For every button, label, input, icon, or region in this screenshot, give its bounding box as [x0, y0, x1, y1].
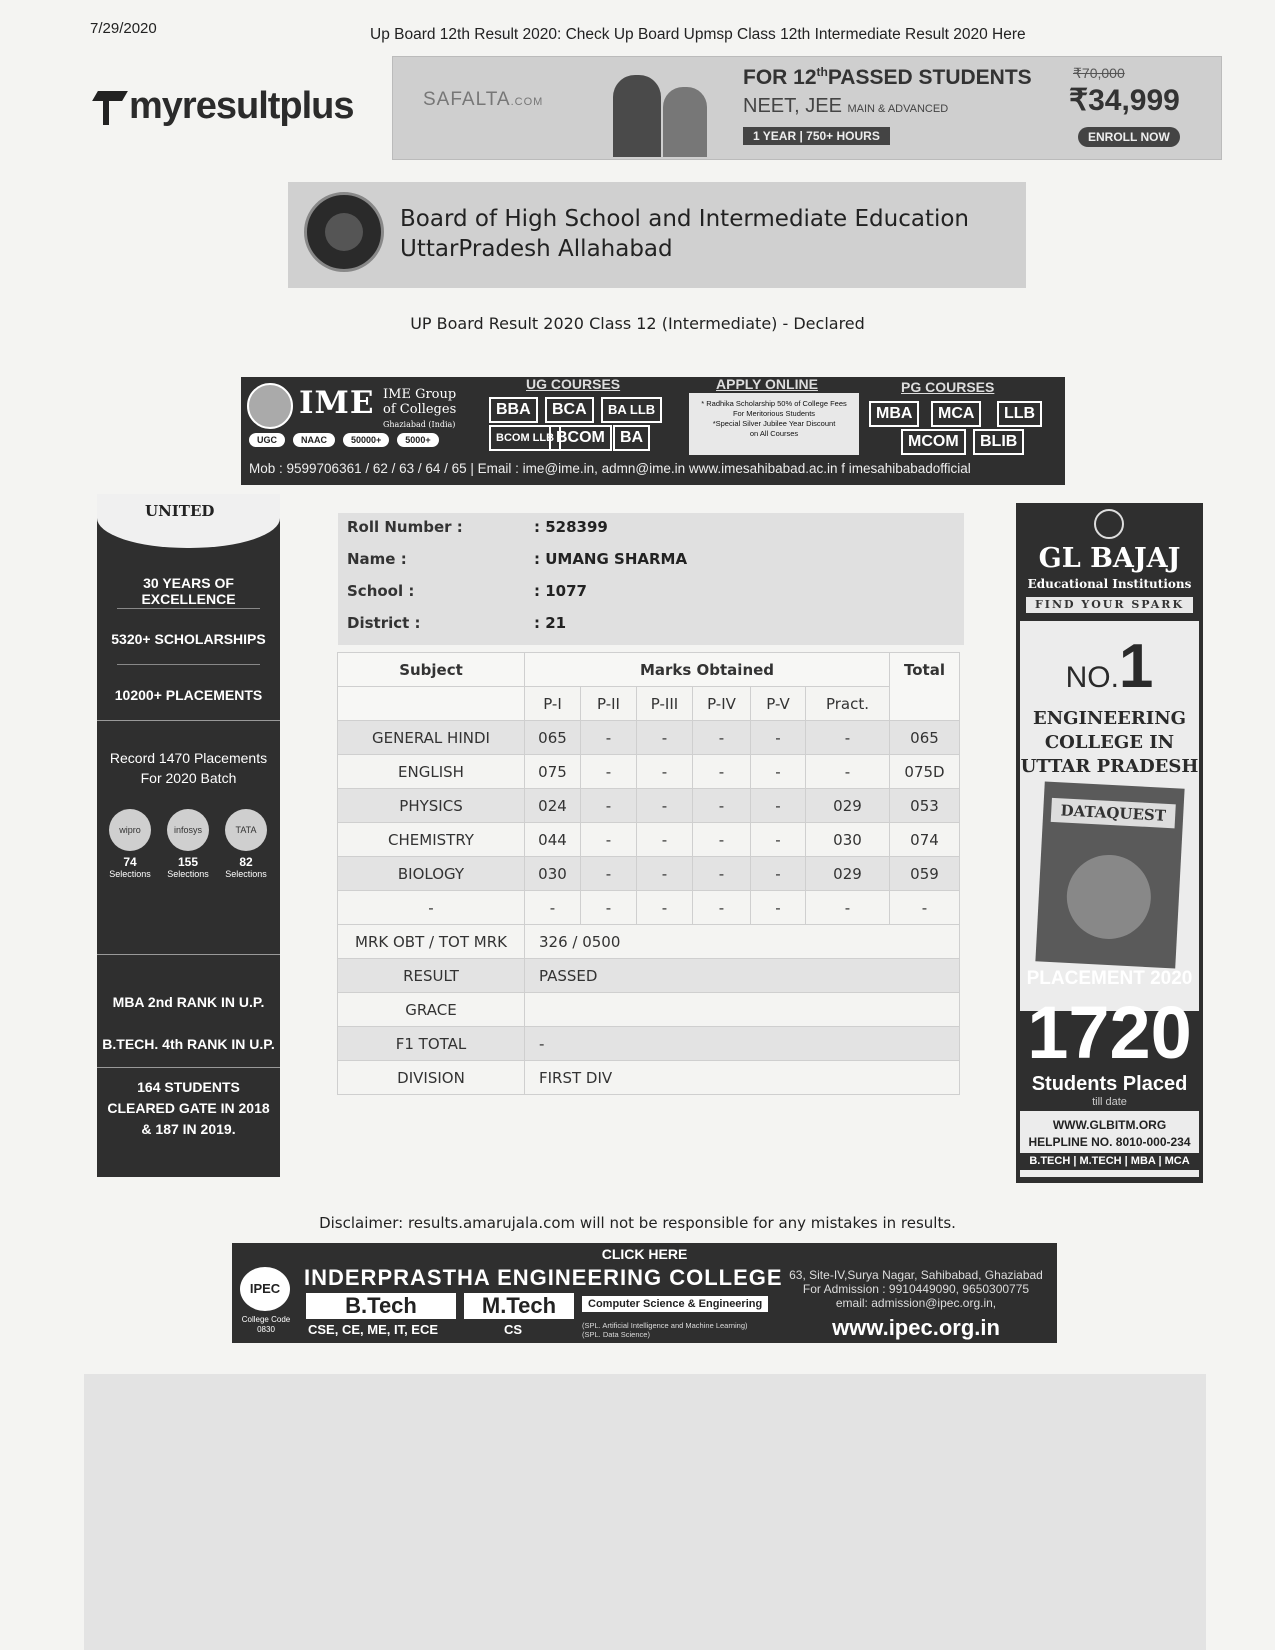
summary-row	[338, 959, 960, 993]
mark-cell: -	[751, 721, 806, 755]
mark-cell: -	[581, 721, 637, 755]
safalta-subline	[743, 95, 948, 118]
safalta-headline-post: PASSED STUDENTS	[827, 66, 1032, 89]
roll-number-label: Roll Number :	[347, 518, 463, 536]
mark-cell: 030	[525, 857, 581, 891]
selection-label: Selections	[225, 869, 267, 879]
wipro-logo: wipro	[109, 809, 151, 851]
ime-badge: 5000+	[397, 433, 438, 447]
safalta-headline-pre: FOR 12	[743, 66, 817, 89]
address-line: email: admission@ipec.org.in,	[835, 1296, 997, 1310]
table-row	[338, 891, 960, 925]
glbajaj-no1	[1020, 631, 1199, 702]
school-value: : 1077	[534, 582, 587, 600]
united-record: Record 1470 Placements	[109, 750, 268, 766]
placement-title: PLACEMENT 2020	[1026, 968, 1193, 989]
mark-cell: -	[693, 755, 751, 789]
mtech-branch: CS	[504, 1322, 523, 1337]
glbajaj-ranking	[1020, 707, 1199, 779]
summary-label: GRACE	[338, 993, 525, 1027]
glbajaj-sub: Educational Institutions	[1027, 577, 1192, 591]
ime-contact: Mob : 9599706361 / 62 / 63 / 64 / 65 | Email : ime@ime.in, admn@ime.in www.imesahibabad.ac.in f imesahibabadofficial	[249, 461, 971, 476]
ad-people-image	[603, 65, 723, 157]
apply-online-box[interactable]	[689, 393, 859, 455]
united-rank: MBA 2nd RANK IN U.P.	[112, 994, 265, 1010]
ime-group	[383, 387, 456, 432]
summary-label: RESULT	[338, 959, 525, 993]
table-row	[338, 823, 960, 857]
name-label: Name :	[347, 550, 407, 568]
ime-badges	[249, 433, 439, 447]
safalta-old-price: ₹70,000	[1073, 65, 1125, 81]
print-date: 7/29/2020	[90, 20, 157, 37]
united-gate: CLEARED GATE IN 2018	[107, 1100, 270, 1116]
paper-header: P-V	[751, 687, 806, 721]
ug-course: BA	[613, 425, 650, 451]
selection-number: 74	[123, 855, 137, 869]
glbajaj-ranking-panel	[1020, 621, 1199, 1011]
ime-group-line: IME Group	[383, 387, 457, 402]
summary-row	[338, 1061, 960, 1095]
mark-cell: -	[581, 823, 637, 857]
glbajaj-no-value: 1	[1118, 632, 1154, 701]
pg-course: MCA	[931, 401, 981, 427]
apply-line: For Meritorious Students	[732, 409, 816, 418]
mark-cell: 029	[806, 789, 890, 823]
united-highlight: 10200+ PLACEMENTS	[114, 687, 263, 703]
mark-cell: -	[751, 891, 806, 925]
ipec-ad-banner[interactable]	[232, 1243, 1057, 1343]
united-record: For 2020 Batch	[140, 770, 237, 786]
ug-courses-title: UG COURSES	[526, 376, 621, 392]
till-date: till date	[1092, 1096, 1127, 1108]
summary-value: -	[525, 1027, 960, 1061]
mark-cell: 075	[525, 755, 581, 789]
mark-cell: -	[693, 823, 751, 857]
safalta-price: ₹34,999	[1069, 84, 1180, 117]
enroll-now-button[interactable]: ENROLL NOW	[1078, 127, 1180, 147]
summary-value	[525, 993, 960, 1027]
ime-group-line: of Colleges	[383, 402, 457, 417]
ime-name: IME	[299, 385, 375, 421]
subject-cell: GENERAL HINDI	[338, 721, 525, 755]
summary-row	[338, 1027, 960, 1061]
united-ad-sidebar[interactable]	[97, 494, 280, 1177]
placement-count: 1720	[1027, 991, 1192, 1074]
pg-course: BLIB	[973, 429, 1024, 455]
glbajaj-name: GL BAJAJ	[1038, 543, 1181, 574]
mark-cell: -	[581, 755, 637, 789]
infosys-logo: infosys	[167, 809, 209, 851]
mark-cell: -	[806, 755, 890, 789]
total-header: Total	[890, 653, 960, 721]
college-code-label: College Code	[241, 1315, 291, 1324]
board-seal-icon	[304, 192, 384, 272]
mark-cell: -	[751, 857, 806, 891]
united-logo: UNITED	[145, 502, 215, 520]
united-gate: & 187 IN 2019.	[141, 1121, 236, 1137]
table-row	[338, 721, 960, 755]
safalta-brand-name: SAFALTA	[423, 89, 511, 110]
apply-online-title: APPLY ONLINE	[716, 376, 818, 392]
tata-logo: TATA	[225, 809, 267, 851]
ime-badge: UGC	[249, 433, 285, 447]
mark-cell: -	[751, 755, 806, 789]
mark-cell: 065	[525, 721, 581, 755]
address-line: 63, Site-IV,Surya Nagar, Sahibabad, Ghaziabad	[789, 1268, 1043, 1282]
mark-cell: -	[751, 789, 806, 823]
college-code	[236, 1315, 296, 1335]
students-placed: Students Placed	[1031, 1073, 1188, 1095]
school-label: School :	[347, 582, 415, 600]
ranking-line: ENGINEERING	[1032, 708, 1187, 729]
glbajaj-courses: B.TECH | M.TECH | MBA | MCA	[1020, 1153, 1199, 1170]
magazine-title: DATAQUEST	[1051, 798, 1176, 828]
summary-row	[338, 925, 960, 959]
disclaimer: Disclaimer: results.amarujala.com will not be responsible for any mistakes in results.	[319, 1214, 956, 1232]
selection-count	[221, 857, 271, 880]
glbajaj-website[interactable]: WWW.GLBITM.ORG	[1052, 1118, 1167, 1132]
paper-header: P-I	[525, 687, 581, 721]
specialization: (SPL. Data Science)	[582, 1330, 650, 1339]
total-cell: 075D	[890, 755, 960, 789]
ipec-logo: IPEC	[240, 1267, 290, 1311]
btech-branches: CSE, CE, ME, IT, ECE	[308, 1322, 439, 1337]
mark-cell: -	[637, 891, 693, 925]
selection-label: Selections	[109, 869, 151, 879]
btech-label: B.Tech	[306, 1293, 456, 1319]
selection-number: 155	[177, 855, 199, 869]
summary-label: DIVISION	[338, 1061, 525, 1095]
ranking-line: COLLEGE IN	[1044, 732, 1175, 753]
apply-line: * Radhika Scholarship 50% of College Fees	[701, 399, 847, 408]
ranking-line: UTTAR PRADESH	[1020, 756, 1199, 777]
dataquest-magazine-image	[1035, 781, 1184, 968]
summary-value: FIRST DIV	[525, 1061, 960, 1095]
mark-cell: -	[637, 823, 693, 857]
pg-course: LLB	[997, 401, 1042, 427]
mark-cell: -	[693, 891, 751, 925]
total-cell: 053	[890, 789, 960, 823]
ug-course: BA LLB	[601, 397, 662, 423]
united-highlight: 30 YEARS OF EXCELLENCE	[141, 575, 236, 607]
safalta-headline	[743, 65, 1032, 90]
subject-header: Subject	[338, 653, 525, 687]
mark-cell: -	[637, 857, 693, 891]
mark-cell: 029	[806, 857, 890, 891]
total-cell: 059	[890, 857, 960, 891]
ug-course: BCA	[545, 397, 594, 423]
table-row	[338, 789, 960, 823]
safalta-brand	[423, 89, 543, 111]
empty-ad-slot	[84, 1374, 1206, 1650]
mark-cell: -	[525, 891, 581, 925]
roll-number-value: : 528399	[534, 518, 608, 536]
pg-course: MCOM	[901, 429, 966, 455]
address-line: For Admission : 9910449090, 9650300775	[802, 1282, 1030, 1296]
safalta-subline-small: MAIN & ADVANCED	[847, 103, 949, 115]
site-logo-text: myresultplus	[129, 84, 354, 127]
specialization: (SPL. Artificial Intelligence and Machine Learning)	[582, 1321, 748, 1330]
summary-label: MRK OBT / TOT MRK	[338, 925, 525, 959]
glbajaj-footer	[1020, 1111, 1199, 1177]
mark-cell: -	[581, 789, 637, 823]
site-logo[interactable]	[95, 76, 354, 136]
subject-cell: PHYSICS	[338, 789, 525, 823]
mark-cell: 024	[525, 789, 581, 823]
ime-emblem-icon	[247, 383, 293, 429]
college-code-value: 0830	[257, 1325, 275, 1334]
glbajaj-no-label: NO.	[1065, 661, 1119, 694]
practical-header: Pract.	[806, 687, 890, 721]
specializations	[582, 1321, 748, 1339]
subject-cell: BIOLOGY	[338, 857, 525, 891]
subject-cell: ENGLISH	[338, 755, 525, 789]
summary-label: F1 TOTAL	[338, 1027, 525, 1061]
safalta-headline-sup: th	[816, 65, 828, 79]
marks-table	[337, 652, 960, 1095]
ime-ad-banner[interactable]	[241, 377, 1065, 485]
ug-course: BCOM	[549, 425, 612, 451]
table-row	[338, 857, 960, 891]
mark-cell: -	[693, 721, 751, 755]
ime-badge: 50000+	[343, 433, 389, 447]
mark-cell: 044	[525, 823, 581, 857]
mtech-label: M.Tech	[464, 1293, 574, 1319]
mark-cell: -	[637, 755, 693, 789]
student-info-panel	[338, 513, 964, 645]
name-value: : UMANG SHARMA	[534, 550, 688, 568]
pg-course: MBA	[869, 401, 919, 427]
apply-line: *Special Silver Jubilee Year Discount	[712, 419, 836, 428]
print-page-title: Up Board 12th Result 2020: Check Up Board Upmsp Class 12th Intermediate Result 2020 Here	[370, 26, 1026, 43]
apply-line: on All Courses	[749, 429, 799, 438]
ime-badge: NAAC	[293, 433, 335, 447]
subject-cell: CHEMISTRY	[338, 823, 525, 857]
ipec-website-link[interactable]: www.ipec.org.in	[832, 1315, 1000, 1340]
table-row	[338, 755, 960, 789]
total-cell: 074	[890, 823, 960, 857]
selection-count	[105, 857, 155, 880]
ime-group-line: Ghaziabad (India)	[383, 420, 456, 429]
graduation-cap-icon	[95, 87, 125, 125]
board-header	[288, 182, 1026, 288]
glbajaj-emblem-icon	[1094, 509, 1124, 539]
united-gate: 164 STUDENTS	[137, 1079, 240, 1095]
district-label: District :	[347, 614, 421, 632]
click-here-link[interactable]: CLICK HERE	[601, 1246, 688, 1262]
mark-cell: -	[693, 857, 751, 891]
selection-count	[163, 857, 213, 880]
glbajaj-helpline: HELPLINE NO. 8010-000-234	[1028, 1135, 1191, 1149]
marks-obtained-header: Marks Obtained	[525, 653, 890, 687]
ipec-title: INDERPRASTHA ENGINEERING COLLEGE	[304, 1265, 783, 1290]
safalta-ad-banner[interactable]	[392, 56, 1222, 160]
board-location: UttarPradesh Allahabad	[400, 236, 673, 262]
summary-value: 326 / 0500	[525, 925, 960, 959]
paper-header: P-II	[581, 687, 637, 721]
united-rank: B.TECH. 4th RANK IN U.P.	[102, 1036, 275, 1052]
mark-cell: -	[751, 823, 806, 857]
result-heading: UP Board Result 2020 Class 12 (Intermediate) - Declared	[410, 314, 865, 333]
paper-header: P-III	[637, 687, 693, 721]
selection-label: Selections	[167, 869, 209, 879]
mark-cell: -	[806, 891, 890, 925]
district-value: : 21	[534, 614, 567, 632]
mark-cell: -	[693, 789, 751, 823]
mark-cell: -	[581, 891, 637, 925]
board-name: Board of High School and Intermediate Education	[400, 206, 970, 232]
pg-courses-title: PG COURSES	[901, 379, 995, 395]
glbajaj-tagline: FIND YOUR SPARK	[1026, 597, 1193, 613]
glbajaj-ad-sidebar[interactable]	[1016, 503, 1203, 1183]
ug-course: BBA	[489, 397, 538, 423]
ug-course: BCOM LLB	[489, 425, 561, 451]
united-highlight: 5320+ SCHOLARSHIPS	[111, 631, 266, 647]
mark-cell: -	[637, 789, 693, 823]
mark-cell: -	[637, 721, 693, 755]
mark-cell: -	[806, 721, 890, 755]
cse-label: Computer Science & Engineering	[582, 1296, 768, 1312]
subject-cell: -	[338, 891, 525, 925]
total-cell: -	[890, 891, 960, 925]
safalta-subline-text: NEET, JEE	[743, 95, 842, 117]
paper-header: P-IV	[693, 687, 751, 721]
total-cell: 065	[890, 721, 960, 755]
mark-cell: 030	[806, 823, 890, 857]
safalta-duration-tag: 1 YEAR | 750+ HOURS	[743, 127, 890, 145]
safalta-brand-suffix: .COM	[510, 96, 544, 108]
selection-number: 82	[239, 855, 253, 869]
mark-cell: -	[581, 857, 637, 891]
summary-row	[338, 993, 960, 1027]
ipec-address	[780, 1268, 1052, 1310]
summary-value: PASSED	[525, 959, 960, 993]
